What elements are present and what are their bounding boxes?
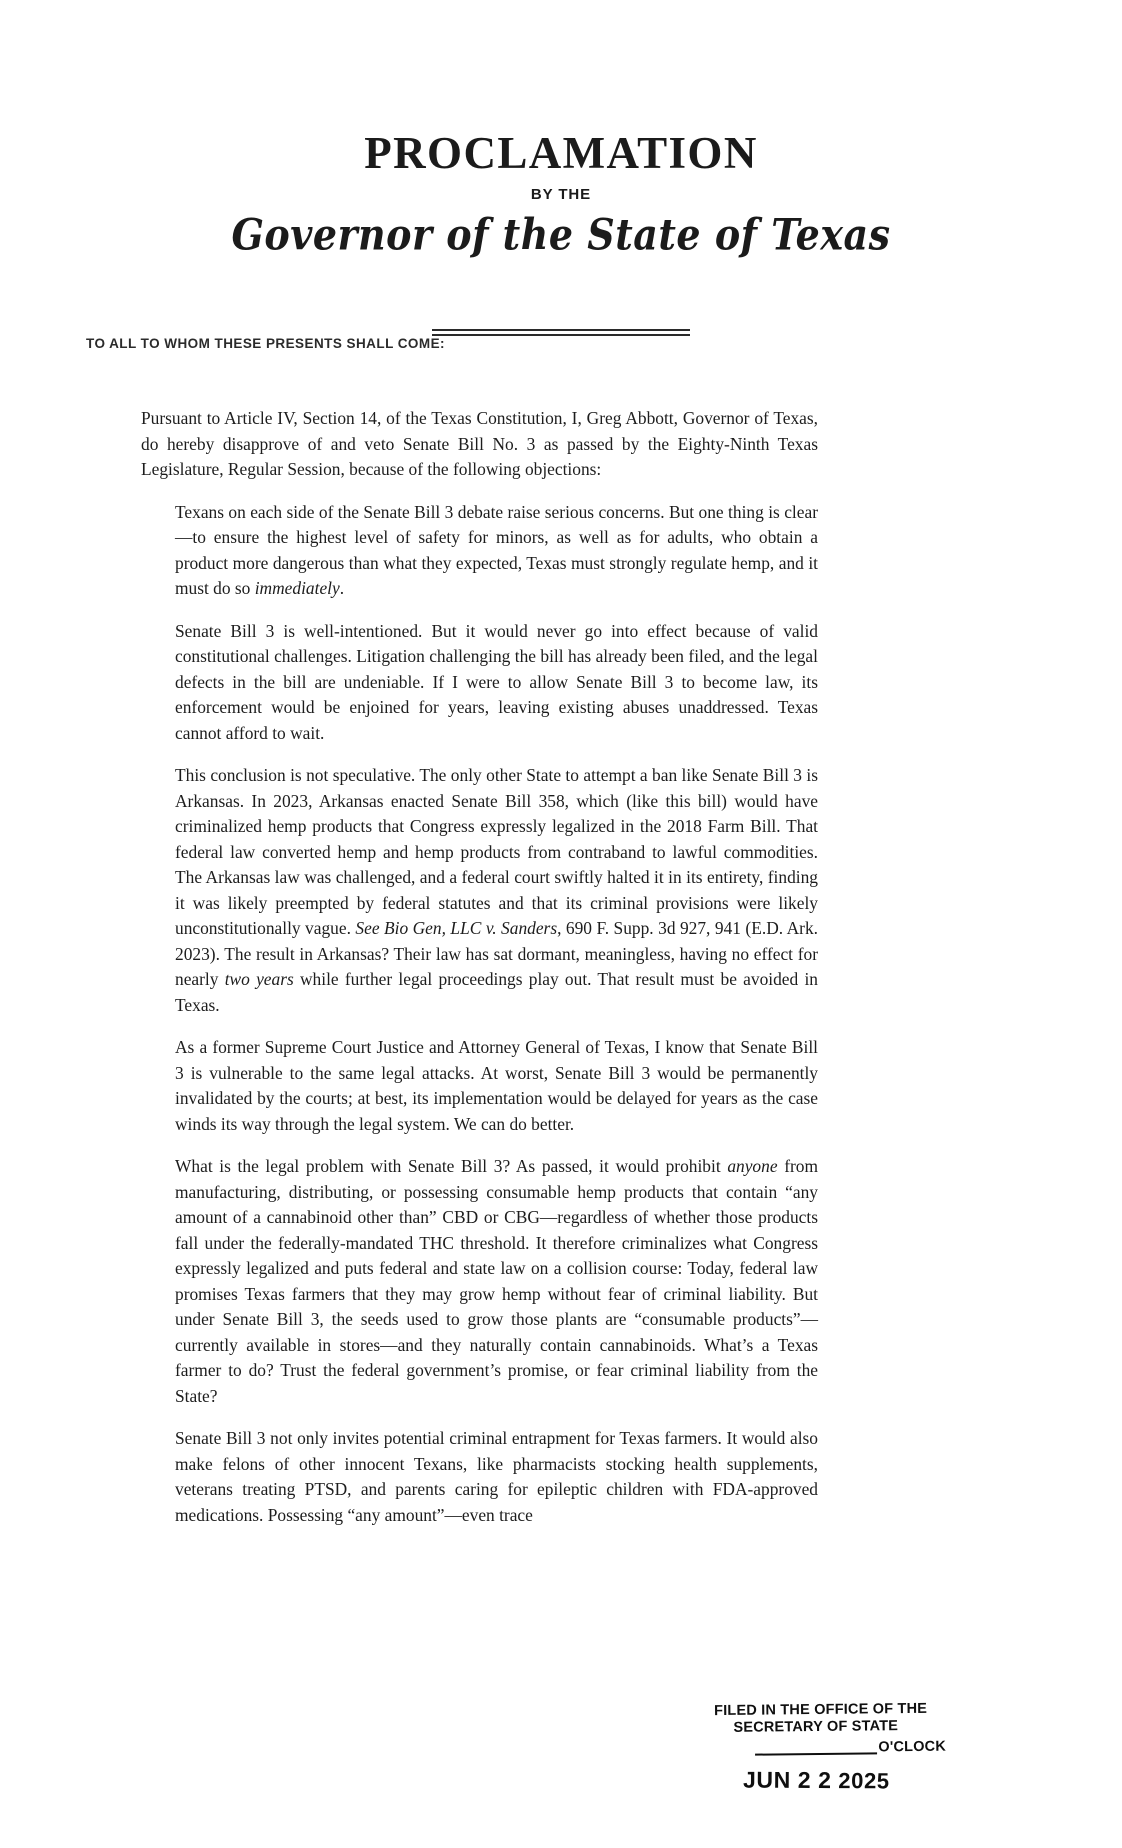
objection-paragraphs (141, 500, 818, 1529)
filing-stamp-month-day: JUN 2 2 (742, 1766, 832, 1794)
body-paragraph (175, 619, 818, 747)
emphasized-text: immediately (254, 578, 340, 598)
body-text: Senate Bill 3 is well-intentioned. But it would never go into effect because of valid constitutional challenges. Litigation challenging the bill has already been filed, and the legal defects in the bill are undeniable. If I were to allow Senate Bill 3 to become law, its enforcement would be enjoined for years, leaving existing abuses unaddressed. Texas cannot afford to wait. (175, 620, 818, 743)
filing-stamp (686, 1701, 947, 1796)
masthead (0, 128, 1122, 260)
body-paragraph (175, 500, 818, 602)
filing-stamp-time-row (686, 1739, 946, 1757)
body-text: Texans on each side of the Senate Bill 3 debate raise serious concerns. But one thing is clear—to ensure the highest level of safety for minors, as well as for adults, who obtain a product more dangerous than what they expected, Texas must strongly regulate hemp, and it must do so (175, 501, 818, 598)
double-rule (432, 329, 690, 336)
filing-stamp-line-2: SECRETARY OF STATE (733, 1718, 899, 1736)
emphasized-text: anyone (727, 1156, 778, 1176)
issuing-authority: Governor of the State of Texas (231, 209, 891, 260)
filing-stamp-line-1: FILED IN THE OFFICE OF THE (714, 1700, 928, 1720)
body-paragraph (175, 763, 818, 1018)
by-the-label: BY THE (530, 186, 592, 204)
lead-paragraph: Pursuant to Article IV, Section 14, of the Texas Constitution, I, Greg Abbott, Governor of Texas, do hereby disapprove of and veto Senate Bill No. 3 as passed by the Eighty-Ninth Texas Legislature, Regular Session, because of the following objections: (141, 408, 818, 479)
body-text: This conclusion is not speculative. The only other State to attempt a ban like Senate Bill 3 is Arkansas. In 2023, Arkansas enacted Senate Bill 358, which (like this bill) would have criminalized hemp products that Congress expressly legalized in the 2018 Farm Bill. That federal law converted hemp and hemp products from contraband to lawful commodities. The Arkansas law was challenged, and a federal court swiftly halted it in its entirety, finding it was likely preempted by federal statutes and that its criminal provisions were likely unconstitutionally vague. (175, 765, 818, 938)
addressee-line: TO ALL TO WHOM THESE PRESENTS SHALL COME: (86, 336, 445, 351)
body-text: . (339, 578, 345, 598)
filing-stamp-oclock-label: O'CLOCK (878, 1738, 947, 1756)
document-body (141, 406, 818, 1545)
body-text: , 690 F. Supp. 3d 927, 941 (E.D. Ark. 2023). The result in Arkansas? Their law has sat dormant, meaningless, having no effect for nearly (175, 918, 818, 989)
emphasized-text: two years (224, 969, 294, 989)
body-text: from manufacturing, distributing, or possessing consumable hemp products that contain “any amount of a cannabinoid other than” CBD or CBG—regardless of whether those products fall under the federally-mandated THC threshold. It therefore criminalizes what Congress expressly legalized and puts federal and state law on a collision course: Today, federal law promises Texas farmers that they may grow hemp without fear of criminal liability. But under Senate Bill 3, the seeds used to grow those plants are “consumable products”—currently available in stores—and they naturally contain cannabinoids. What’s a Texas farmer to do? Trust the federal government’s promise, or fear criminal liability from the State? (175, 1156, 818, 1406)
body-text: while further legal proceedings play out. That result must be avoided in Texas. (175, 969, 818, 1015)
body-text: What is the legal problem with Senate Bill 3? As passed, it would prohibit (175, 1156, 728, 1176)
body-text: As a former Supreme Court Justice and Attorney General of Texas, I know that Senate Bill 3 is vulnerable to the same legal attacks. At worst, Senate Bill 3 would be permanently invalidated by the courts; at best, its implementation would be delayed for years as the case winds its way through the legal system. We can do better. (175, 1037, 818, 1134)
page-title: PROCLAMATION (364, 128, 758, 178)
body-paragraph (175, 1154, 818, 1409)
filing-stamp-time-blank (755, 1739, 877, 1755)
filing-stamp-date (686, 1766, 946, 1794)
emphasized-text: See Bio Gen, LLC v. Sanders (355, 918, 558, 938)
body-paragraph (175, 1035, 818, 1137)
body-text: Senate Bill 3 not only invites potential criminal entrapment for Texas farmers. It would also make felons of other innocent Texans, like pharmacists stocking health supplements, veterans treating PTSD, and parents caring for epileptic children with FDA-approved medications. Possessing “any amount”—even trace (175, 1428, 818, 1525)
body-paragraph (175, 1426, 818, 1528)
filing-stamp-year: 2025 (838, 1768, 890, 1794)
